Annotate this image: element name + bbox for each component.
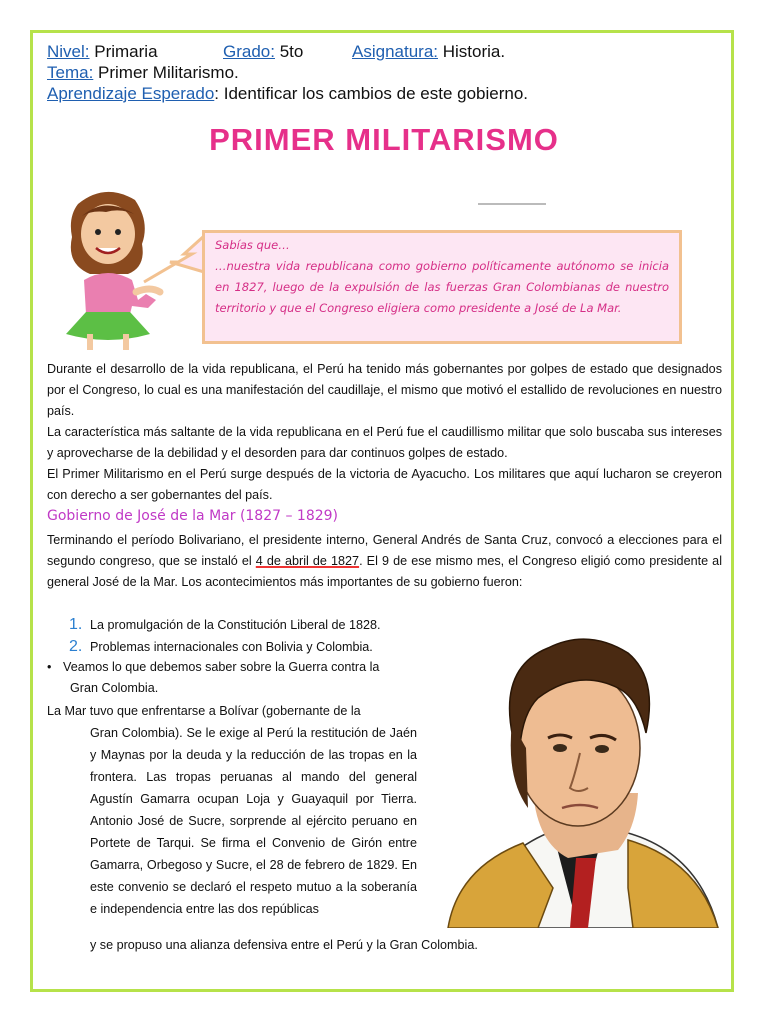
- list-text: Problemas internacionales con Bolivia y Colombia.: [90, 640, 373, 654]
- lamar-text: Gran Colombia). Se le exige al Perú la restitución de Jaén y Maynas por la deuda y la reducción de las tropas en la frontera. Las tropas peruanas al mando del general Agustín Gamarra ocupan Loja y Guayaquil por Tierra. Antonio José de Sucre, sorprende al ejército peruano en Portete de Tarqui. Se firma el Convenio de Girón entre Gamarra, Orbegoso y Sucre, el 28 de febrero de 1829. En este convenio se declaró el respeto mutuo a la soberanía e independencia entre las dos repúblicas: [90, 726, 417, 916]
- callout-text: …nuestra vida republicana como gobierno políticamente autónomo se inicia en 1827, luego de la expulsión de las fuerzas Gran Colombianas de nuestro territorio y que el Congreso eligiera como presidente a José de La Mar.: [215, 259, 669, 315]
- section-paragraph: [47, 530, 722, 593]
- divider: [478, 203, 546, 205]
- list-item: [69, 614, 381, 636]
- grado-value: 5to: [274, 42, 304, 61]
- asignatura-label: Asignatura:: [352, 42, 438, 61]
- header-row-1: [47, 42, 506, 62]
- list-item: [69, 636, 373, 658]
- sabias-que-callout: [202, 230, 682, 344]
- bullet-text: Gran Colombia.: [70, 681, 159, 695]
- page-title: PRIMER MILITARISMO: [209, 122, 559, 157]
- callout-heading: Sabías que…: [215, 238, 290, 252]
- aprendizaje-value: : Identificar los cambios de este gobierno.: [214, 84, 529, 103]
- asignatura-value: Historia.: [438, 42, 506, 61]
- section-text: Terminando el período Bolivariano, el presidente interno, General Andrés de Santa Cruz, convocó a elecciones para el segundo congreso, que se instaló el: [47, 533, 722, 568]
- list-number: 1.: [69, 616, 83, 633]
- bullet-text: Veamos lo que debemos saber sobre la Guerra contra la: [63, 660, 380, 674]
- jose-de-la-mar-portrait: [428, 628, 730, 928]
- lamar-paragraph: [47, 700, 417, 920]
- paragraph: El Primer Militarismo en el Perú surge después de la victoria de Ayacucho. Los militares que aquí lucharon se creyeron con derecho a ser gobernantes del país.: [47, 467, 722, 502]
- bullet-item: [47, 657, 379, 699]
- list-number: 2.: [69, 638, 83, 655]
- aprendizaje-label: Aprendizaje Esperado: [47, 84, 215, 103]
- lamar-first-line: La Mar tuvo que enfrentarse a Bolívar (gobernante de la: [47, 704, 361, 718]
- lamar-last-line: [90, 935, 690, 956]
- speech-pointer: [140, 232, 210, 292]
- intro-paragraphs: [47, 359, 722, 506]
- bullet-mark: •: [47, 660, 52, 674]
- header-row-3: [47, 84, 528, 104]
- paragraph: Durante el desarrollo de la vida republicana, el Perú ha tenido más gobernantes por golpes de estado que designados por el Congreso, lo cual es una manifestación del caudillaje, el mismo que motivó el estallido de revoluciones en nuestro país.: [47, 362, 722, 418]
- nivel-value: Primaria: [89, 42, 158, 61]
- highlighted-date: 4 de abril de 1827: [255, 554, 360, 568]
- section-text: . El 9 de ese mismo mes, el Congreso eligió como presidente al general José de la Mar. Los acontecimientos más importantes de su gobierno fueron:: [47, 554, 722, 589]
- section-title: Gobierno de José de la Mar (1827 – 1829): [47, 508, 339, 524]
- paragraph: La característica más saltante de la vida republicana en el Perú fue el caudillismo militar que solo buscaba sus intereses y aprovecharse de la debilidad y el desorden para dar continuos golpes de estado.: [47, 425, 722, 460]
- header-row-2: [47, 63, 239, 83]
- lamar-last-text: y se propuso una alianza defensiva entre el Perú y la Gran Colombia.: [90, 938, 478, 952]
- tema-value: Primer Militarismo.: [93, 63, 239, 82]
- list-text: La promulgación de la Constitución Liberal de 1828.: [90, 618, 381, 632]
- nivel-label: Nivel:: [47, 42, 90, 61]
- tema-label: Tema:: [47, 63, 94, 82]
- grado-label: Grado:: [223, 42, 275, 61]
